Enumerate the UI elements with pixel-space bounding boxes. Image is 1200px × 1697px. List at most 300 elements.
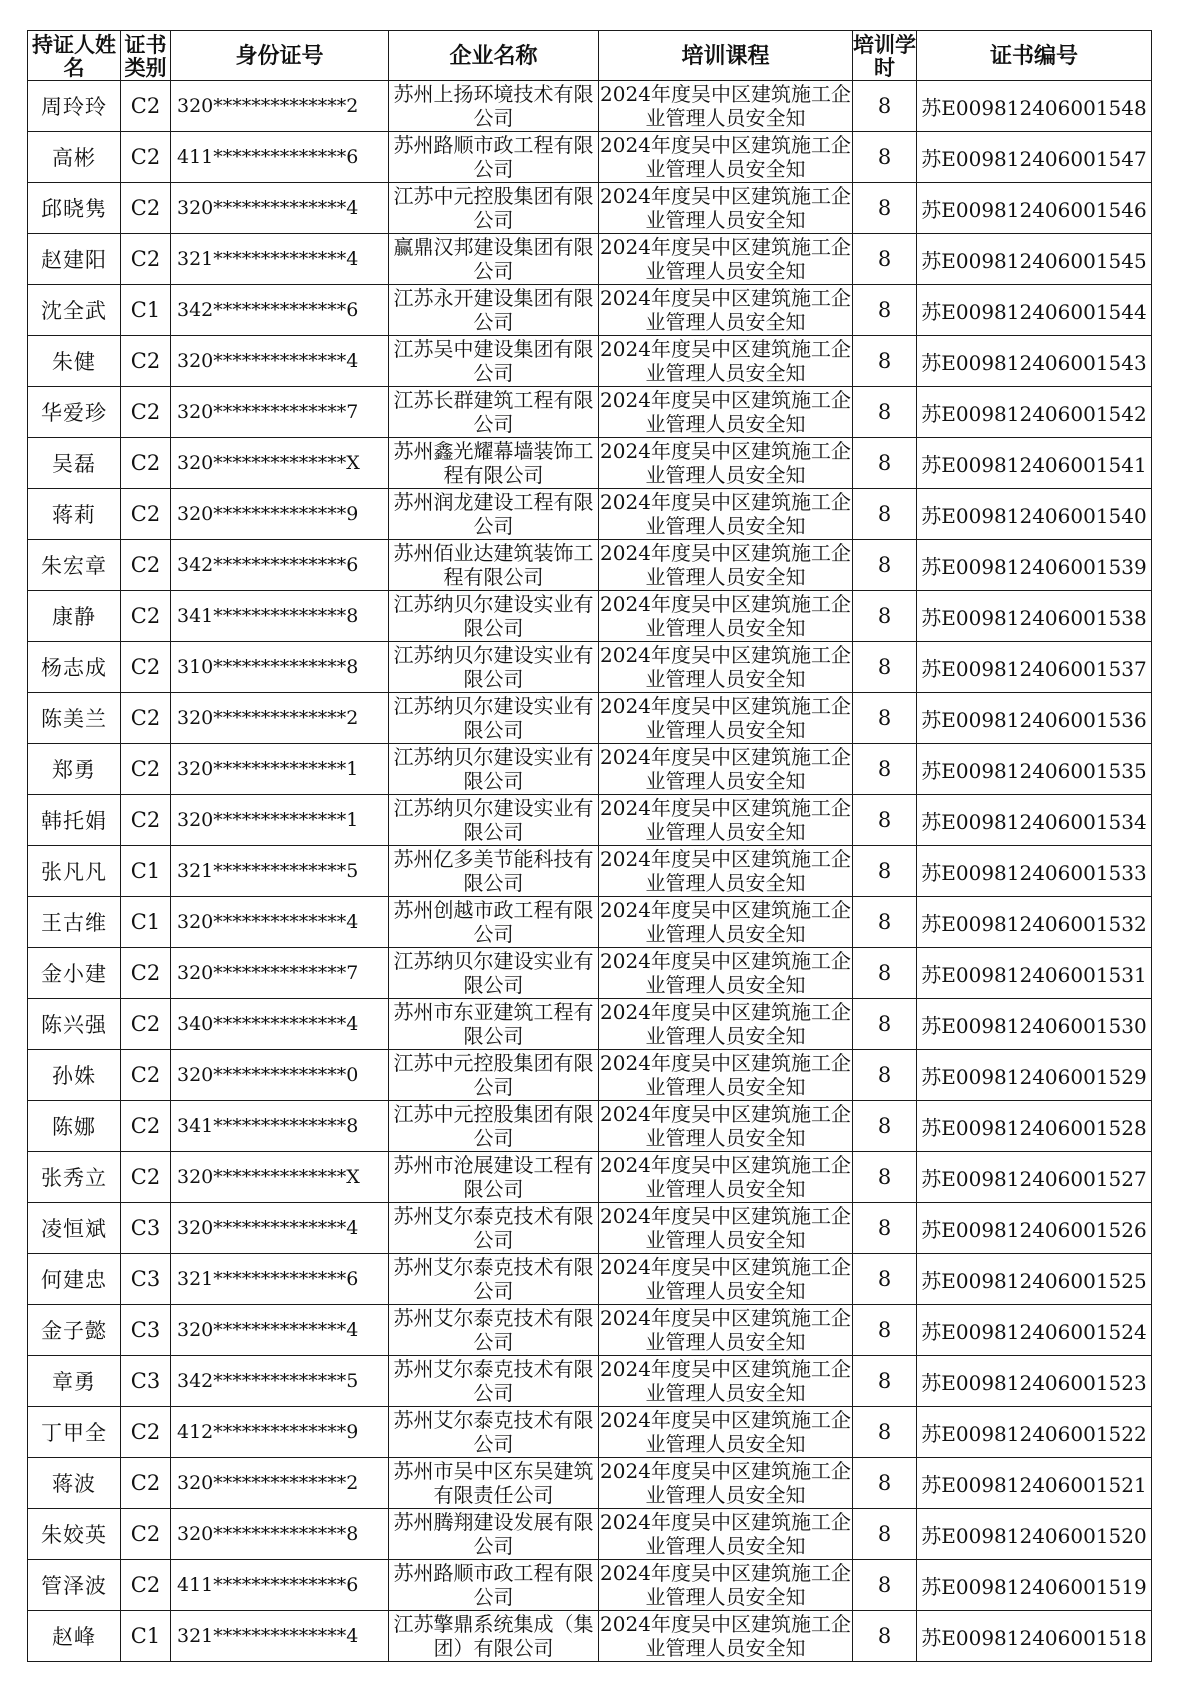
company-name-cell xyxy=(389,132,599,183)
company-name-cell xyxy=(389,489,599,540)
training-course-cell xyxy=(599,999,853,1050)
training-course-text: 2024年度吴中区建筑施工企业管理人员安全知 xyxy=(600,388,851,436)
training-course-text: 2024年度吴中区建筑施工企业管理人员安全知 xyxy=(600,82,851,130)
company-name-text: 苏州市东亚建筑工程有限公司 xyxy=(393,1000,594,1048)
cert-type-cell: C1 xyxy=(121,846,171,897)
company-name-cell xyxy=(389,948,599,999)
training-hours-cell: 8 xyxy=(853,1254,917,1305)
training-course-text: 2024年度吴中区建筑施工企业管理人员安全知 xyxy=(600,1153,851,1201)
training-course-cell xyxy=(599,693,853,744)
holder-name-cell: 陈兴强 xyxy=(28,999,121,1050)
training-course-text: 2024年度吴中区建筑施工企业管理人员安全知 xyxy=(600,1306,851,1354)
company-name-text: 苏州亿多美节能科技有限公司 xyxy=(393,847,594,895)
cert-type-cell: C2 xyxy=(121,1509,171,1560)
company-name-cell xyxy=(389,285,599,336)
id-number-cell: 411**************6 xyxy=(171,1560,389,1611)
training-course-cell xyxy=(599,948,853,999)
company-name-cell xyxy=(389,795,599,846)
training-hours-cell: 8 xyxy=(853,489,917,540)
training-course-cell xyxy=(599,1611,853,1662)
training-hours-cell: 8 xyxy=(853,999,917,1050)
id-number-cell: 320**************4 xyxy=(171,897,389,948)
training-course-cell xyxy=(599,336,853,387)
training-course-text: 2024年度吴中区建筑施工企业管理人员安全知 xyxy=(600,439,851,487)
holder-name-cell: 蒋波 xyxy=(28,1458,121,1509)
holder-name-cell: 张凡凡 xyxy=(28,846,121,897)
table-row xyxy=(28,999,1152,1050)
company-name-cell xyxy=(389,591,599,642)
id-number-cell: 320**************4 xyxy=(171,1203,389,1254)
cert-type-cell: C2 xyxy=(121,489,171,540)
table-row xyxy=(28,183,1152,234)
training-course-text: 2024年度吴中区建筑施工企业管理人员安全知 xyxy=(600,796,851,844)
company-name-cell xyxy=(389,183,599,234)
table-row xyxy=(28,1203,1152,1254)
company-name-text: 江苏纳贝尔建设实业有限公司 xyxy=(393,949,594,997)
training-course-text: 2024年度吴中区建筑施工企业管理人员安全知 xyxy=(600,694,851,742)
cert-type-cell: C2 xyxy=(121,1050,171,1101)
cert-number-cell: 苏E009812406001544 xyxy=(917,285,1152,336)
cert-number-cell: 苏E009812406001521 xyxy=(917,1458,1152,1509)
certificate-list-sheet xyxy=(27,30,1151,1660)
company-name-text: 江苏纳贝尔建设实业有限公司 xyxy=(393,796,594,844)
holder-name-cell: 朱姣英 xyxy=(28,1509,121,1560)
cert-number-cell: 苏E009812406001539 xyxy=(917,540,1152,591)
table-row xyxy=(28,1611,1152,1662)
training-course-cell xyxy=(599,1152,853,1203)
table-row xyxy=(28,948,1152,999)
cert-type-cell: C2 xyxy=(121,948,171,999)
company-name-cell xyxy=(389,1254,599,1305)
company-name-cell xyxy=(389,693,599,744)
holder-name-cell: 高彬 xyxy=(28,132,121,183)
holder-name-cell: 孙姝 xyxy=(28,1050,121,1101)
company-name-text: 苏州上扬环境技术有限公司 xyxy=(393,82,594,130)
company-name-cell xyxy=(389,642,599,693)
training-course-cell xyxy=(599,1458,853,1509)
training-hours-cell: 8 xyxy=(853,1101,917,1152)
training-course-text: 2024年度吴中区建筑施工企业管理人员安全知 xyxy=(600,1561,851,1609)
id-number-cell: 320**************2 xyxy=(171,1458,389,1509)
cert-number-cell: 苏E009812406001526 xyxy=(917,1203,1152,1254)
training-hours-cell: 8 xyxy=(853,693,917,744)
holder-name-cell: 丁甲全 xyxy=(28,1407,121,1458)
holder-name-cell: 陈娜 xyxy=(28,1101,121,1152)
cert-type-cell: C1 xyxy=(121,285,171,336)
holder-name-cell: 赵建阳 xyxy=(28,234,121,285)
training-course-cell xyxy=(599,1560,853,1611)
cert-type-cell: C2 xyxy=(121,387,171,438)
training-course-text: 2024年度吴中区建筑施工企业管理人员安全知 xyxy=(600,1408,851,1456)
cert-type-cell: C2 xyxy=(121,795,171,846)
holder-name-cell: 张秀立 xyxy=(28,1152,121,1203)
cert-type-cell: C2 xyxy=(121,1152,171,1203)
table-row xyxy=(28,1101,1152,1152)
id-number-cell: 320**************8 xyxy=(171,1509,389,1560)
id-number-cell: 320**************2 xyxy=(171,81,389,132)
table-row xyxy=(28,540,1152,591)
training-course-text: 2024年度吴中区建筑施工企业管理人员安全知 xyxy=(600,949,851,997)
id-number-cell: 320**************X xyxy=(171,438,389,489)
company-name-text: 苏州艾尔泰克技术有限公司 xyxy=(393,1306,594,1354)
training-course-cell xyxy=(599,438,853,489)
holder-name-cell: 杨志成 xyxy=(28,642,121,693)
company-name-text: 苏州鑫光耀幕墙装饰工程有限公司 xyxy=(393,439,594,487)
id-number-cell: 321**************4 xyxy=(171,1611,389,1662)
id-number-cell: 320**************4 xyxy=(171,336,389,387)
cert-type-cell: C2 xyxy=(121,183,171,234)
company-name-text: 苏州创越市政工程有限公司 xyxy=(393,898,594,946)
table-row xyxy=(28,1356,1152,1407)
header-training-course: 培训课程 xyxy=(599,31,853,81)
training-hours-cell: 8 xyxy=(853,1458,917,1509)
cert-type-cell: C1 xyxy=(121,897,171,948)
table-row xyxy=(28,387,1152,438)
company-name-text: 苏州润龙建设工程有限公司 xyxy=(393,490,594,538)
table-row xyxy=(28,1458,1152,1509)
id-number-cell: 321**************5 xyxy=(171,846,389,897)
company-name-cell xyxy=(389,1050,599,1101)
cert-type-cell: C2 xyxy=(121,1458,171,1509)
id-number-cell: 342**************5 xyxy=(171,1356,389,1407)
id-number-cell: 310**************8 xyxy=(171,642,389,693)
training-course-cell xyxy=(599,795,853,846)
training-course-cell xyxy=(599,234,853,285)
company-name-text: 苏州艾尔泰克技术有限公司 xyxy=(393,1357,594,1405)
training-hours-cell: 8 xyxy=(853,744,917,795)
training-course-cell xyxy=(599,1305,853,1356)
id-number-cell: 320**************7 xyxy=(171,948,389,999)
training-course-cell xyxy=(599,1203,853,1254)
id-number-cell: 340**************4 xyxy=(171,999,389,1050)
table-row xyxy=(28,336,1152,387)
table-row xyxy=(28,846,1152,897)
company-name-cell xyxy=(389,1560,599,1611)
table-row xyxy=(28,1050,1152,1101)
training-course-text: 2024年度吴中区建筑施工企业管理人员安全知 xyxy=(600,1510,851,1558)
table-row xyxy=(28,693,1152,744)
company-name-cell xyxy=(389,1509,599,1560)
training-course-cell xyxy=(599,846,853,897)
header-id-number: 身份证号 xyxy=(171,31,389,81)
training-hours-cell: 8 xyxy=(853,1152,917,1203)
cert-number-cell: 苏E009812406001527 xyxy=(917,1152,1152,1203)
training-hours-cell: 8 xyxy=(853,897,917,948)
company-name-cell xyxy=(389,387,599,438)
cert-number-cell: 苏E009812406001542 xyxy=(917,387,1152,438)
table-row xyxy=(28,897,1152,948)
id-number-cell: 320**************4 xyxy=(171,1305,389,1356)
training-course-text: 2024年度吴中区建筑施工企业管理人员安全知 xyxy=(600,1000,851,1048)
cert-type-cell: C2 xyxy=(121,744,171,795)
header-cert-number: 证书编号 xyxy=(917,31,1152,81)
company-name-cell xyxy=(389,846,599,897)
training-hours-cell: 8 xyxy=(853,1407,917,1458)
training-course-text: 2024年度吴中区建筑施工企业管理人员安全知 xyxy=(600,1255,851,1303)
cert-number-cell: 苏E009812406001543 xyxy=(917,336,1152,387)
id-number-cell: 321**************6 xyxy=(171,1254,389,1305)
holder-name-cell: 邱晓隽 xyxy=(28,183,121,234)
company-name-text: 苏州路顺市政工程有限公司 xyxy=(393,1561,594,1609)
company-name-cell xyxy=(389,744,599,795)
cert-number-cell: 苏E009812406001534 xyxy=(917,795,1152,846)
id-number-cell: 320**************0 xyxy=(171,1050,389,1101)
table-row xyxy=(28,1509,1152,1560)
training-course-cell xyxy=(599,1356,853,1407)
company-name-text: 苏州腾翔建设发展有限公司 xyxy=(393,1510,594,1558)
training-hours-cell: 8 xyxy=(853,183,917,234)
cert-type-cell: C2 xyxy=(121,234,171,285)
cert-number-cell: 苏E009812406001522 xyxy=(917,1407,1152,1458)
table-row xyxy=(28,489,1152,540)
training-hours-cell: 8 xyxy=(853,591,917,642)
training-hours-cell: 8 xyxy=(853,285,917,336)
cert-number-cell: 苏E009812406001538 xyxy=(917,591,1152,642)
company-name-cell xyxy=(389,1152,599,1203)
header-cert-type: 证书类别 xyxy=(121,31,171,81)
company-name-text: 江苏中元控股集团有限公司 xyxy=(393,184,594,232)
holder-name-cell: 郑勇 xyxy=(28,744,121,795)
training-course-cell xyxy=(599,642,853,693)
training-course-cell xyxy=(599,1101,853,1152)
table-row xyxy=(28,795,1152,846)
company-name-cell xyxy=(389,1356,599,1407)
id-number-cell: 321**************4 xyxy=(171,234,389,285)
holder-name-cell: 康静 xyxy=(28,591,121,642)
cert-number-cell: 苏E009812406001535 xyxy=(917,744,1152,795)
training-course-cell xyxy=(599,540,853,591)
cert-type-cell: C2 xyxy=(121,336,171,387)
training-hours-cell: 8 xyxy=(853,234,917,285)
cert-number-cell: 苏E009812406001533 xyxy=(917,846,1152,897)
id-number-cell: 320**************1 xyxy=(171,795,389,846)
cert-number-cell: 苏E009812406001528 xyxy=(917,1101,1152,1152)
table-row xyxy=(28,285,1152,336)
cert-type-cell: C2 xyxy=(121,1101,171,1152)
training-course-text: 2024年度吴中区建筑施工企业管理人员安全知 xyxy=(600,898,851,946)
holder-name-cell: 韩托娟 xyxy=(28,795,121,846)
table-row xyxy=(28,1305,1152,1356)
training-course-cell xyxy=(599,1407,853,1458)
training-course-cell xyxy=(599,387,853,438)
id-number-cell: 320**************X xyxy=(171,1152,389,1203)
company-name-cell xyxy=(389,1203,599,1254)
training-hours-cell: 8 xyxy=(853,438,917,489)
id-number-cell: 320**************2 xyxy=(171,693,389,744)
cert-type-cell: C2 xyxy=(121,438,171,489)
company-name-text: 江苏纳贝尔建设实业有限公司 xyxy=(393,694,594,742)
holder-name-cell: 章勇 xyxy=(28,1356,121,1407)
holder-name-cell: 吴磊 xyxy=(28,438,121,489)
training-course-cell xyxy=(599,489,853,540)
company-name-text: 江苏中元控股集团有限公司 xyxy=(393,1051,594,1099)
holder-name-cell: 朱健 xyxy=(28,336,121,387)
holder-name-cell: 周玲玲 xyxy=(28,81,121,132)
cert-type-cell: C3 xyxy=(121,1203,171,1254)
company-name-text: 苏州路顺市政工程有限公司 xyxy=(393,133,594,181)
cert-number-cell: 苏E009812406001545 xyxy=(917,234,1152,285)
company-name-text: 江苏中元控股集团有限公司 xyxy=(393,1102,594,1150)
cert-type-cell: C3 xyxy=(121,1356,171,1407)
table-row xyxy=(28,1254,1152,1305)
company-name-cell xyxy=(389,999,599,1050)
training-course-text: 2024年度吴中区建筑施工企业管理人员安全知 xyxy=(600,1051,851,1099)
training-course-cell xyxy=(599,1509,853,1560)
cert-type-cell: C3 xyxy=(121,1254,171,1305)
company-name-cell xyxy=(389,234,599,285)
cert-type-cell: C2 xyxy=(121,693,171,744)
training-course-cell xyxy=(599,1050,853,1101)
cert-number-cell: 苏E009812406001546 xyxy=(917,183,1152,234)
company-name-text: 江苏永开建设集团有限公司 xyxy=(393,286,594,334)
training-hours-cell: 8 xyxy=(853,795,917,846)
training-hours-cell: 8 xyxy=(853,846,917,897)
table-row xyxy=(28,438,1152,489)
training-course-text: 2024年度吴中区建筑施工企业管理人员安全知 xyxy=(600,1204,851,1252)
training-course-text: 2024年度吴中区建筑施工企业管理人员安全知 xyxy=(600,184,851,232)
cert-number-cell: 苏E009812406001530 xyxy=(917,999,1152,1050)
cert-type-cell: C1 xyxy=(121,1611,171,1662)
company-name-text: 苏州艾尔泰克技术有限公司 xyxy=(393,1204,594,1252)
training-course-text: 2024年度吴中区建筑施工企业管理人员安全知 xyxy=(600,1102,851,1150)
company-name-text: 江苏纳贝尔建设实业有限公司 xyxy=(393,643,594,691)
table-row xyxy=(28,744,1152,795)
company-name-cell xyxy=(389,897,599,948)
holder-name-cell: 朱宏章 xyxy=(28,540,121,591)
training-course-text: 2024年度吴中区建筑施工企业管理人员安全知 xyxy=(600,1612,851,1660)
holder-name-cell: 凌恒斌 xyxy=(28,1203,121,1254)
company-name-text: 江苏擎鼎系统集成（集团）有限公司 xyxy=(393,1612,594,1660)
holder-name-cell: 陈美兰 xyxy=(28,693,121,744)
cert-number-cell: 苏E009812406001537 xyxy=(917,642,1152,693)
table-row xyxy=(28,642,1152,693)
cert-number-cell: 苏E009812406001519 xyxy=(917,1560,1152,1611)
training-course-text: 2024年度吴中区建筑施工企业管理人员安全知 xyxy=(600,337,851,385)
training-course-text: 2024年度吴中区建筑施工企业管理人员安全知 xyxy=(600,286,851,334)
table-row xyxy=(28,81,1152,132)
holder-name-cell: 蒋莉 xyxy=(28,489,121,540)
id-number-cell: 342**************6 xyxy=(171,285,389,336)
holder-name-cell: 金子懿 xyxy=(28,1305,121,1356)
cert-number-cell: 苏E009812406001525 xyxy=(917,1254,1152,1305)
table-row xyxy=(28,234,1152,285)
id-number-cell: 341**************8 xyxy=(171,591,389,642)
id-number-cell: 341**************8 xyxy=(171,1101,389,1152)
company-name-text: 江苏纳贝尔建设实业有限公司 xyxy=(393,592,594,640)
cert-type-cell: C3 xyxy=(121,1305,171,1356)
id-number-cell: 411**************6 xyxy=(171,132,389,183)
header-training-hours: 培训学时 xyxy=(853,31,916,80)
cert-number-cell: 苏E009812406001540 xyxy=(917,489,1152,540)
training-hours-cell: 8 xyxy=(853,1611,917,1662)
training-hours-cell: 8 xyxy=(853,1203,917,1254)
holder-name-cell: 王古维 xyxy=(28,897,121,948)
training-hours-cell: 8 xyxy=(853,1509,917,1560)
certificate-table xyxy=(27,30,1152,1662)
table-row xyxy=(28,591,1152,642)
header-row xyxy=(28,31,1152,81)
cert-number-cell: 苏E009812406001523 xyxy=(917,1356,1152,1407)
company-name-cell xyxy=(389,1407,599,1458)
cert-type-cell: C2 xyxy=(121,591,171,642)
company-name-cell xyxy=(389,1305,599,1356)
cert-type-cell: C2 xyxy=(121,81,171,132)
training-course-cell xyxy=(599,897,853,948)
company-name-cell xyxy=(389,1611,599,1662)
training-course-text: 2024年度吴中区建筑施工企业管理人员安全知 xyxy=(600,235,851,283)
training-hours-cell: 8 xyxy=(853,132,917,183)
training-course-text: 2024年度吴中区建筑施工企业管理人员安全知 xyxy=(600,592,851,640)
header-holder-name: 持证人姓名 xyxy=(28,31,121,81)
cert-number-cell: 苏E009812406001529 xyxy=(917,1050,1152,1101)
company-name-text: 苏州艾尔泰克技术有限公司 xyxy=(393,1408,594,1456)
id-number-cell: 412**************9 xyxy=(171,1407,389,1458)
cert-number-cell: 苏E009812406001524 xyxy=(917,1305,1152,1356)
cert-type-cell: C2 xyxy=(121,1560,171,1611)
training-course-text: 2024年度吴中区建筑施工企业管理人员安全知 xyxy=(600,847,851,895)
holder-name-cell: 赵峰 xyxy=(28,1611,121,1662)
cert-type-cell: C2 xyxy=(121,132,171,183)
training-course-text: 2024年度吴中区建筑施工企业管理人员安全知 xyxy=(600,745,851,793)
training-hours-cell: 8 xyxy=(853,1356,917,1407)
company-name-text: 苏州市吴中区东吴建筑有限责任公司 xyxy=(393,1459,594,1507)
training-course-cell xyxy=(599,81,853,132)
company-name-cell xyxy=(389,1101,599,1152)
company-name-text: 苏州市沧展建设工程有限公司 xyxy=(393,1153,594,1201)
training-course-text: 2024年度吴中区建筑施工企业管理人员安全知 xyxy=(600,490,851,538)
cert-number-cell: 苏E009812406001548 xyxy=(917,81,1152,132)
table-row xyxy=(28,1560,1152,1611)
training-hours-cell: 8 xyxy=(853,336,917,387)
cert-number-cell: 苏E009812406001536 xyxy=(917,693,1152,744)
training-course-text: 2024年度吴中区建筑施工企业管理人员安全知 xyxy=(600,1357,851,1405)
cert-number-cell: 苏E009812406001541 xyxy=(917,438,1152,489)
id-number-cell: 320**************4 xyxy=(171,183,389,234)
table-row xyxy=(28,1152,1152,1203)
training-course-cell xyxy=(599,183,853,234)
table-row xyxy=(28,1407,1152,1458)
training-course-text: 2024年度吴中区建筑施工企业管理人员安全知 xyxy=(600,541,851,589)
training-course-cell xyxy=(599,744,853,795)
company-name-text: 苏州佰业达建筑装饰工程有限公司 xyxy=(393,541,594,589)
training-hours-cell: 8 xyxy=(853,642,917,693)
company-name-text: 江苏纳贝尔建设实业有限公司 xyxy=(393,745,594,793)
company-name-cell xyxy=(389,336,599,387)
holder-name-cell: 管泽波 xyxy=(28,1560,121,1611)
company-name-cell xyxy=(389,438,599,489)
training-hours-cell: 8 xyxy=(853,1305,917,1356)
holder-name-cell: 沈全武 xyxy=(28,285,121,336)
cert-number-cell: 苏E009812406001532 xyxy=(917,897,1152,948)
cert-type-cell: C2 xyxy=(121,1407,171,1458)
training-hours-cell: 8 xyxy=(853,387,917,438)
training-hours-cell: 8 xyxy=(853,948,917,999)
training-course-cell xyxy=(599,132,853,183)
training-course-text: 2024年度吴中区建筑施工企业管理人员安全知 xyxy=(600,643,851,691)
company-name-text: 江苏长群建筑工程有限公司 xyxy=(393,388,594,436)
training-course-cell xyxy=(599,285,853,336)
cert-number-cell: 苏E009812406001531 xyxy=(917,948,1152,999)
training-course-cell xyxy=(599,1254,853,1305)
table-body xyxy=(28,81,1152,1662)
training-course-text: 2024年度吴中区建筑施工企业管理人员安全知 xyxy=(600,1459,851,1507)
company-name-text: 赢鼎汉邦建设集团有限公司 xyxy=(393,235,594,283)
cert-number-cell: 苏E009812406001547 xyxy=(917,132,1152,183)
id-number-cell: 320**************1 xyxy=(171,744,389,795)
company-name-cell xyxy=(389,1458,599,1509)
id-number-cell: 320**************9 xyxy=(171,489,389,540)
id-number-cell: 320**************7 xyxy=(171,387,389,438)
